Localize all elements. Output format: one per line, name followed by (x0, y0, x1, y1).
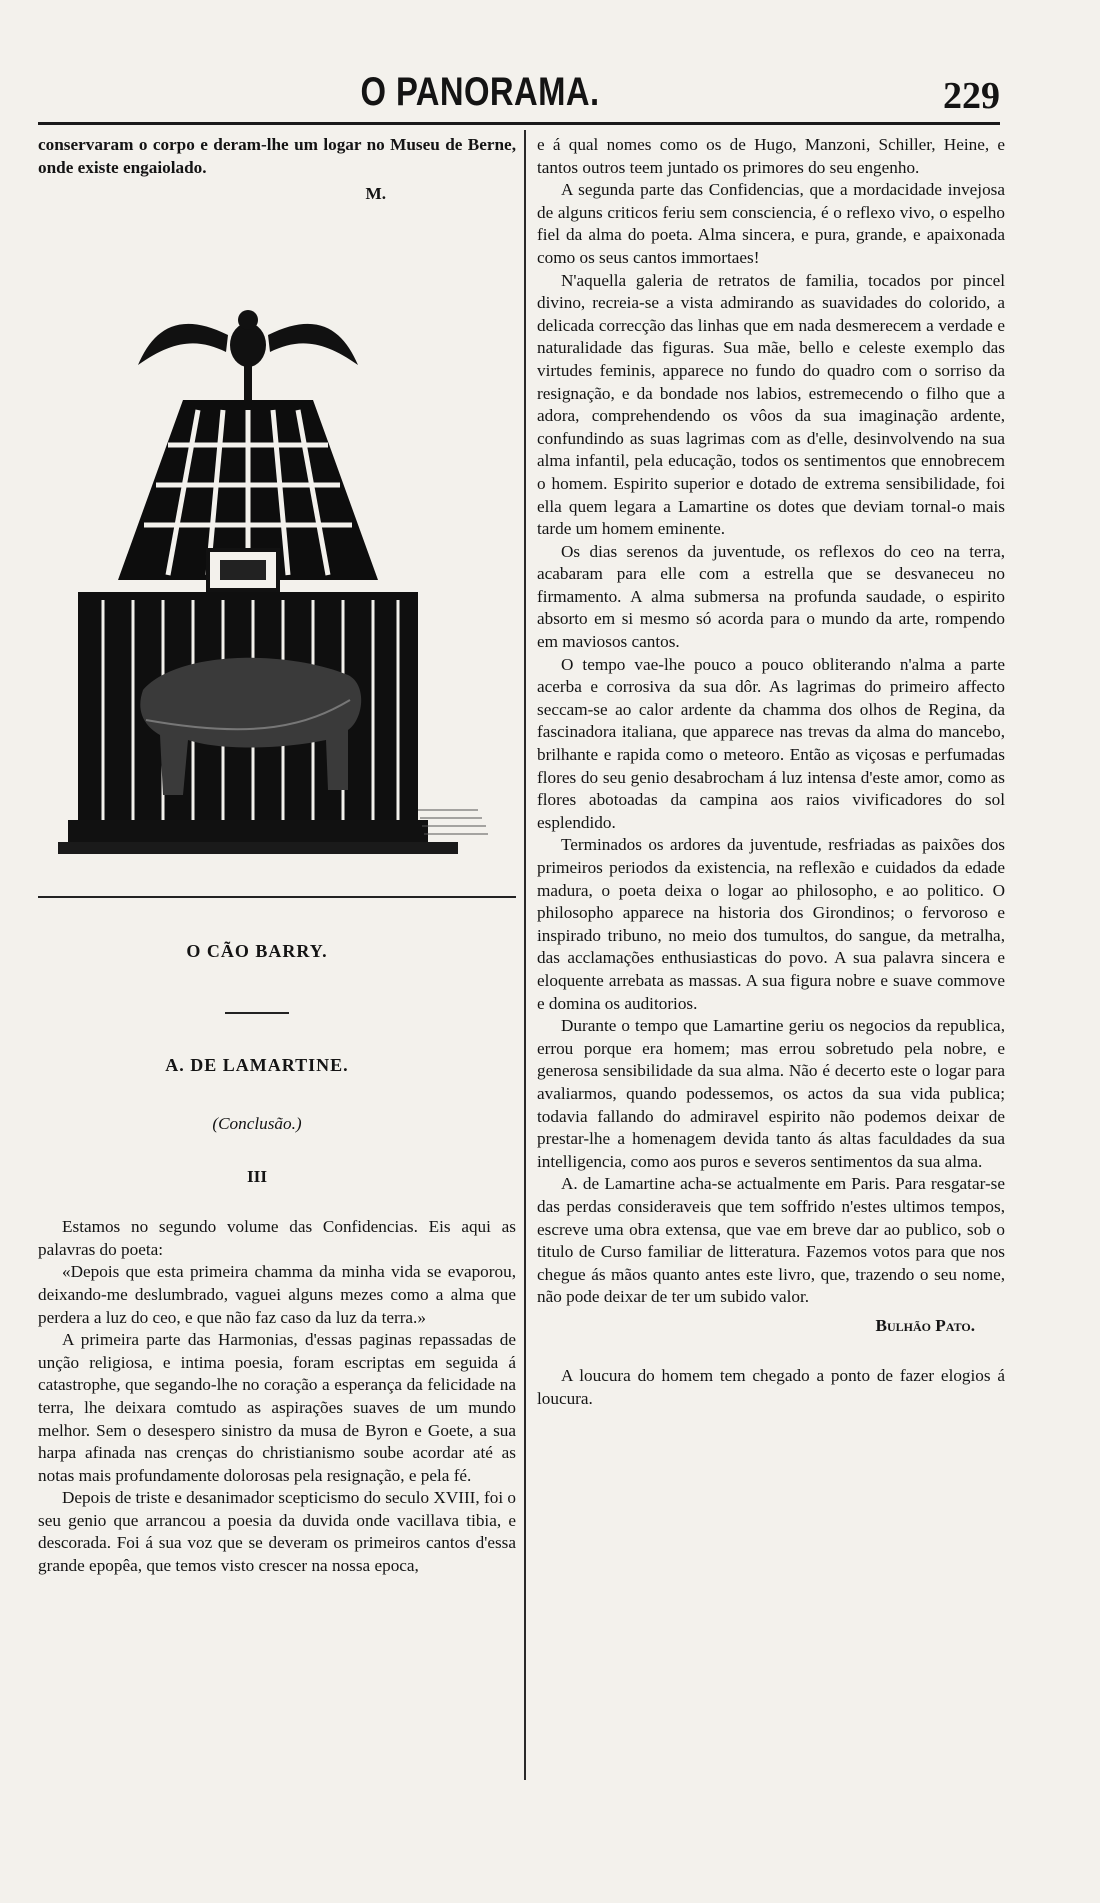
paragraph: Depois de triste e desanimador scepticismo do seculo XVIII, foi o seu genio que arrancou a poesia da duvida onde vacillava tibia, e descorada. Foi á sua voz que se deveram os primeiros cantos d'essa grande epopêa, que temos visto crescer na nossa epoca, (38, 1488, 516, 1576)
paragraph: A primeira parte das Harmonias, d'essas paginas repassadas de unção religiosa, e intima poesia, foram escriptas em seguida á catastrophe, que segando-lhe no coração a esperança da felicidade na terra, lhe deixara comtudo as aspirações suaves de um mundo melhor. Sem o desespero sinistro da musa de Byron e Goete, a sua harpa afinada nas crenças do christianismo soube acordar até as notas mais profundamente dolorosas pela resignação, e pela fé. (38, 1330, 516, 1485)
title-separator (225, 1012, 289, 1014)
intro-signature: M. (365, 184, 386, 204)
page-number: 229 (943, 75, 1000, 117)
left-article-body (38, 1216, 516, 1578)
header-rule (38, 122, 1000, 125)
page-header-title: O PANORAMA. (360, 70, 600, 114)
author-signature: Bulhão Pato. (875, 1315, 975, 1335)
column-divider (524, 130, 526, 1780)
article-title: O CÃO BARRY. (186, 940, 328, 961)
conclusion-note: (Conclusão.) (212, 1113, 302, 1133)
paragraph: O tempo vae-lhe pouco a pouco obliterando n'alma a parte acerba e corrosiva da sua dôr. As lagrimas do primeiro affecto seccam-se ao calor ardente da chamma dos olhos de Regina, da fascinadora italiana, que apparece nas trevas da alma do mancebo, brilhante e rapida como o meteoro. Então as viçosas e perfumadas flores do seu genio desabrocham á luz intensa d'este amor, como as flores abotoadas da campina aos raios vivificadores do sol esplendido. (537, 654, 1005, 832)
quote-paragraph: «Depois que esta primeira chamma da minha vida se evaporou, deixando-me deslumbrado, vaguei alguns mezes como a alma que perdera a luz do ceo, e que não faz caso da luz da terra.» (38, 1262, 516, 1327)
closing-aphorism: A loucura do homem tem chegado a ponto de fazer elogios á loucura. (537, 1366, 1005, 1409)
continuation-paragraph: e á qual nomes como os de Hugo, Manzoni, Schiller, Heine, e tantos outros teem juntado os primores do seu engenho. (537, 135, 1005, 177)
article-author: A. DE LAMARTINE. (165, 1055, 349, 1076)
left-column (38, 134, 516, 1578)
paragraph: N'aquella galeria de retratos de familia, tocados por pincel divino, recreia-se a vista admirando as suavidades do colorido, a delicada correcção das linhas que em nada desmerecem a verdade e naturalidade das figuras. Sua mãe, bello e celeste exemplo das virtudes feminis, apparece no fundo do quadro com o sorriso da resignação, e da bondade nos labios, estremecendo o filho que a adora, comprehendendo os vôos da sua imaginação ardente, confundindo as suas lagrimas com as d'elle, desinvolvendo na sua alma infantil, pela educação, todos os sentimentos que ennobrecem o homem. Espirito superior e dotado de extrema sensibilidade, foi ella quem legara a Lamartine os dotes que deviam tornal-o mais tarde um homem eminente. (537, 270, 1005, 539)
engraving-illustration (38, 220, 516, 900)
paragraph: A. de Lamartine acha-se actualmente em Paris. Para resgatar-se das perdas consideraveis que tem soffrido n'estes ultimos tempos, escreve uma obra extensa, que vae em breve dar ao publico, sob o titulo de Curso familiar de litteratura. Fazemos votos para que nos chegue ás mãos quanto antes este livro, que, trazendo o seu nome, não pode deixar de ter um subido valor. (537, 1174, 1005, 1307)
paragraph: Durante o tempo que Lamartine geriu os negocios da republica, errou porque era homem; mas errou sobretudo pela nobre, e generosa sensibilidade da sua alma. Não é decerto este o logar para avaliarmos, quando podessemos, os actos da sua vida publica; todavia fallando do admiravel espirito não podemos deixar de prestar-lhe a homenagem devida tanto ás altas faculdades da sua intelligencia, como aos puros e severos sentimentos da sua alma. (537, 1016, 1005, 1171)
paragraph: Estamos no segundo volume das Confidencias. Eis aqui as palavras do poeta: (38, 1217, 516, 1259)
intro-paragraph: conservaram o corpo e deram-lhe um logar no Museu de Berne, onde existe engaiolado. (38, 135, 516, 177)
paragraph: Os dias serenos da juventude, os reflexos do ceo na terra, acabaram para elle com a estrella que se desvaneceu no firmamento. A alma submersa na profunda saudade, o espirito absorto em si mesmo só acorda para o mundo da arte, rompendo em maviosos cantos. (537, 541, 1005, 652)
illustration-rule (38, 896, 516, 898)
section-number: III (246, 1166, 268, 1186)
paragraph: A segunda parte das Confidencias, que a mordacidade invejosa de alguns criticos feriu sem consciencia, é o reflexo vivo, o espelho fiel da alma do poeta. Alma sincera, e pura, grande, e apaixonada como os seus cantos immortaes! (537, 180, 1005, 267)
spacer (537, 1337, 1005, 1365)
right-column (537, 134, 1005, 1411)
paragraph: Terminados os ardores da juventude, resfriadas as paixões dos primeiros periodos da existencia, na reflexão e cuidados da edade madura, o poeta deixa o logar ao philosopho, e ao politico. O philosopho apparece na historia dos Girondinos; o fervoroso e inspirado tribuno, no meio dos tumultos, do sangue, da metralha, das acclamações enthusiasticas do povo. A sua palavra sincera e eloquente arrebata as massas. A sua figura nobre e suave commove e domina os auditorios. (537, 835, 1005, 1013)
caged-dog-engraving (58, 220, 498, 880)
